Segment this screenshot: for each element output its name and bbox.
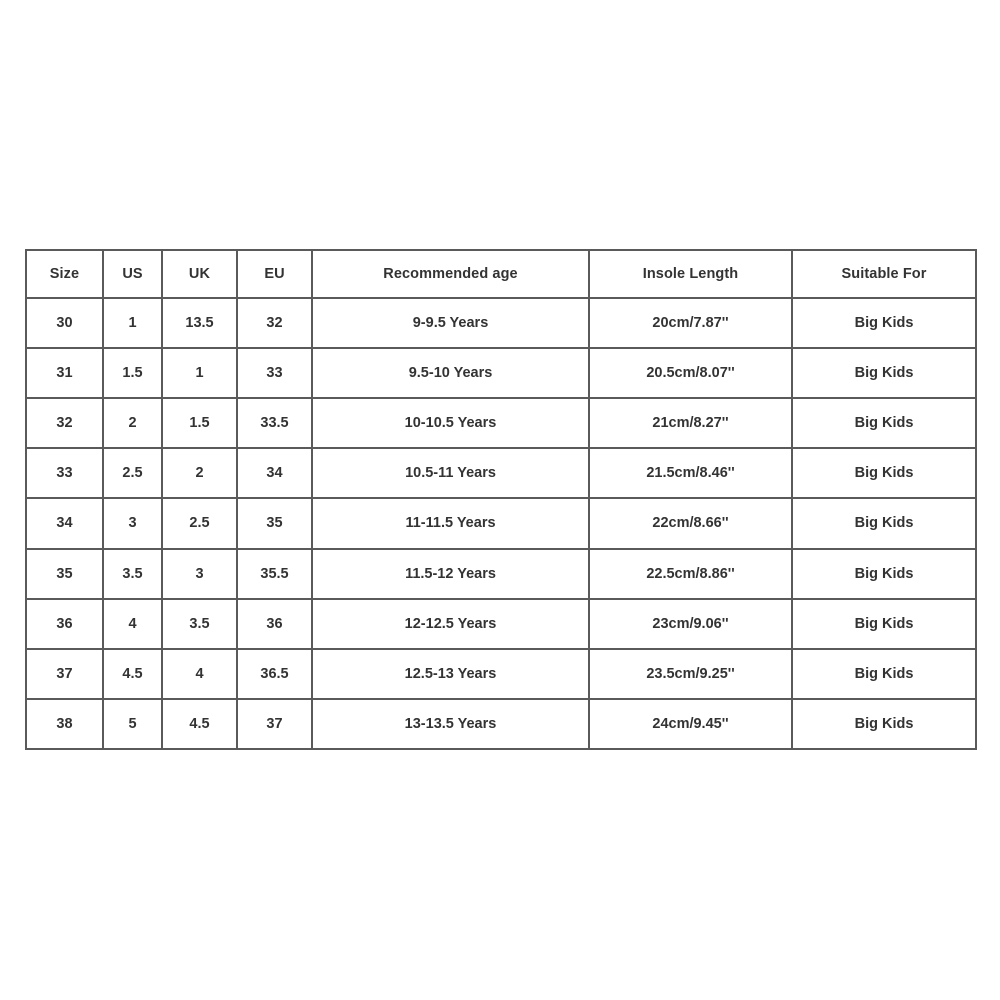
size-cell: 38 <box>26 699 103 749</box>
uk-size-cell: 2.5 <box>162 498 237 548</box>
table-row <box>26 398 976 448</box>
uk-size-cell: 2 <box>162 448 237 498</box>
us-size-cell: 1 <box>103 298 162 348</box>
us-size-cell: 2.5 <box>103 448 162 498</box>
recommended-age-cell: 10-10.5 Years <box>312 398 589 448</box>
table-row <box>26 448 976 498</box>
suitable-for-cell: Big Kids <box>792 448 976 498</box>
insole-length-cell: 21cm/8.27'' <box>589 398 792 448</box>
table-row <box>26 348 976 398</box>
size-chart-table <box>25 249 977 750</box>
eu-size-cell: 35 <box>237 498 312 548</box>
column-header-eu: EU <box>237 250 312 298</box>
suitable-for-cell: Big Kids <box>792 699 976 749</box>
column-header-suitable-for: Suitable For <box>792 250 976 298</box>
eu-size-cell: 36 <box>237 599 312 649</box>
table-row <box>26 699 976 749</box>
uk-size-cell: 4 <box>162 649 237 699</box>
uk-size-cell: 3 <box>162 549 237 599</box>
size-cell: 37 <box>26 649 103 699</box>
uk-size-cell: 13.5 <box>162 298 237 348</box>
recommended-age-cell: 12-12.5 Years <box>312 599 589 649</box>
recommended-age-cell: 9-9.5 Years <box>312 298 589 348</box>
insole-length-cell: 20.5cm/8.07'' <box>589 348 792 398</box>
table-body <box>26 298 976 749</box>
us-size-cell: 3 <box>103 498 162 548</box>
table-row <box>26 298 976 348</box>
size-cell: 36 <box>26 599 103 649</box>
column-header-size: Size <box>26 250 103 298</box>
size-cell: 32 <box>26 398 103 448</box>
recommended-age-cell: 11.5-12 Years <box>312 549 589 599</box>
header-row <box>26 250 976 298</box>
table-row <box>26 599 976 649</box>
us-size-cell: 4 <box>103 599 162 649</box>
size-cell: 30 <box>26 298 103 348</box>
insole-length-cell: 23.5cm/9.25'' <box>589 649 792 699</box>
size-cell: 35 <box>26 549 103 599</box>
insole-length-cell: 21.5cm/8.46'' <box>589 448 792 498</box>
table-row <box>26 549 976 599</box>
recommended-age-cell: 10.5-11 Years <box>312 448 589 498</box>
suitable-for-cell: Big Kids <box>792 298 976 348</box>
size-cell: 34 <box>26 498 103 548</box>
eu-size-cell: 34 <box>237 448 312 498</box>
table-row <box>26 498 976 548</box>
eu-size-cell: 33 <box>237 348 312 398</box>
table-row <box>26 649 976 699</box>
us-size-cell: 3.5 <box>103 549 162 599</box>
us-size-cell: 4.5 <box>103 649 162 699</box>
recommended-age-cell: 9.5-10 Years <box>312 348 589 398</box>
us-size-cell: 2 <box>103 398 162 448</box>
column-header-uk: UK <box>162 250 237 298</box>
us-size-cell: 1.5 <box>103 348 162 398</box>
column-header-insole-length: Insole Length <box>589 250 792 298</box>
table-header <box>26 250 976 298</box>
recommended-age-cell: 11-11.5 Years <box>312 498 589 548</box>
suitable-for-cell: Big Kids <box>792 398 976 448</box>
uk-size-cell: 3.5 <box>162 599 237 649</box>
uk-size-cell: 4.5 <box>162 699 237 749</box>
insole-length-cell: 23cm/9.06'' <box>589 599 792 649</box>
suitable-for-cell: Big Kids <box>792 549 976 599</box>
insole-length-cell: 20cm/7.87'' <box>589 298 792 348</box>
recommended-age-cell: 12.5-13 Years <box>312 649 589 699</box>
eu-size-cell: 37 <box>237 699 312 749</box>
suitable-for-cell: Big Kids <box>792 498 976 548</box>
uk-size-cell: 1 <box>162 348 237 398</box>
suitable-for-cell: Big Kids <box>792 599 976 649</box>
eu-size-cell: 32 <box>237 298 312 348</box>
insole-length-cell: 22.5cm/8.86'' <box>589 549 792 599</box>
suitable-for-cell: Big Kids <box>792 348 976 398</box>
eu-size-cell: 36.5 <box>237 649 312 699</box>
column-header-recommended-age: Recommended age <box>312 250 589 298</box>
eu-size-cell: 35.5 <box>237 549 312 599</box>
insole-length-cell: 22cm/8.66'' <box>589 498 792 548</box>
suitable-for-cell: Big Kids <box>792 649 976 699</box>
insole-length-cell: 24cm/9.45'' <box>589 699 792 749</box>
eu-size-cell: 33.5 <box>237 398 312 448</box>
recommended-age-cell: 13-13.5 Years <box>312 699 589 749</box>
uk-size-cell: 1.5 <box>162 398 237 448</box>
size-cell: 33 <box>26 448 103 498</box>
size-cell: 31 <box>26 348 103 398</box>
us-size-cell: 5 <box>103 699 162 749</box>
column-header-us: US <box>103 250 162 298</box>
